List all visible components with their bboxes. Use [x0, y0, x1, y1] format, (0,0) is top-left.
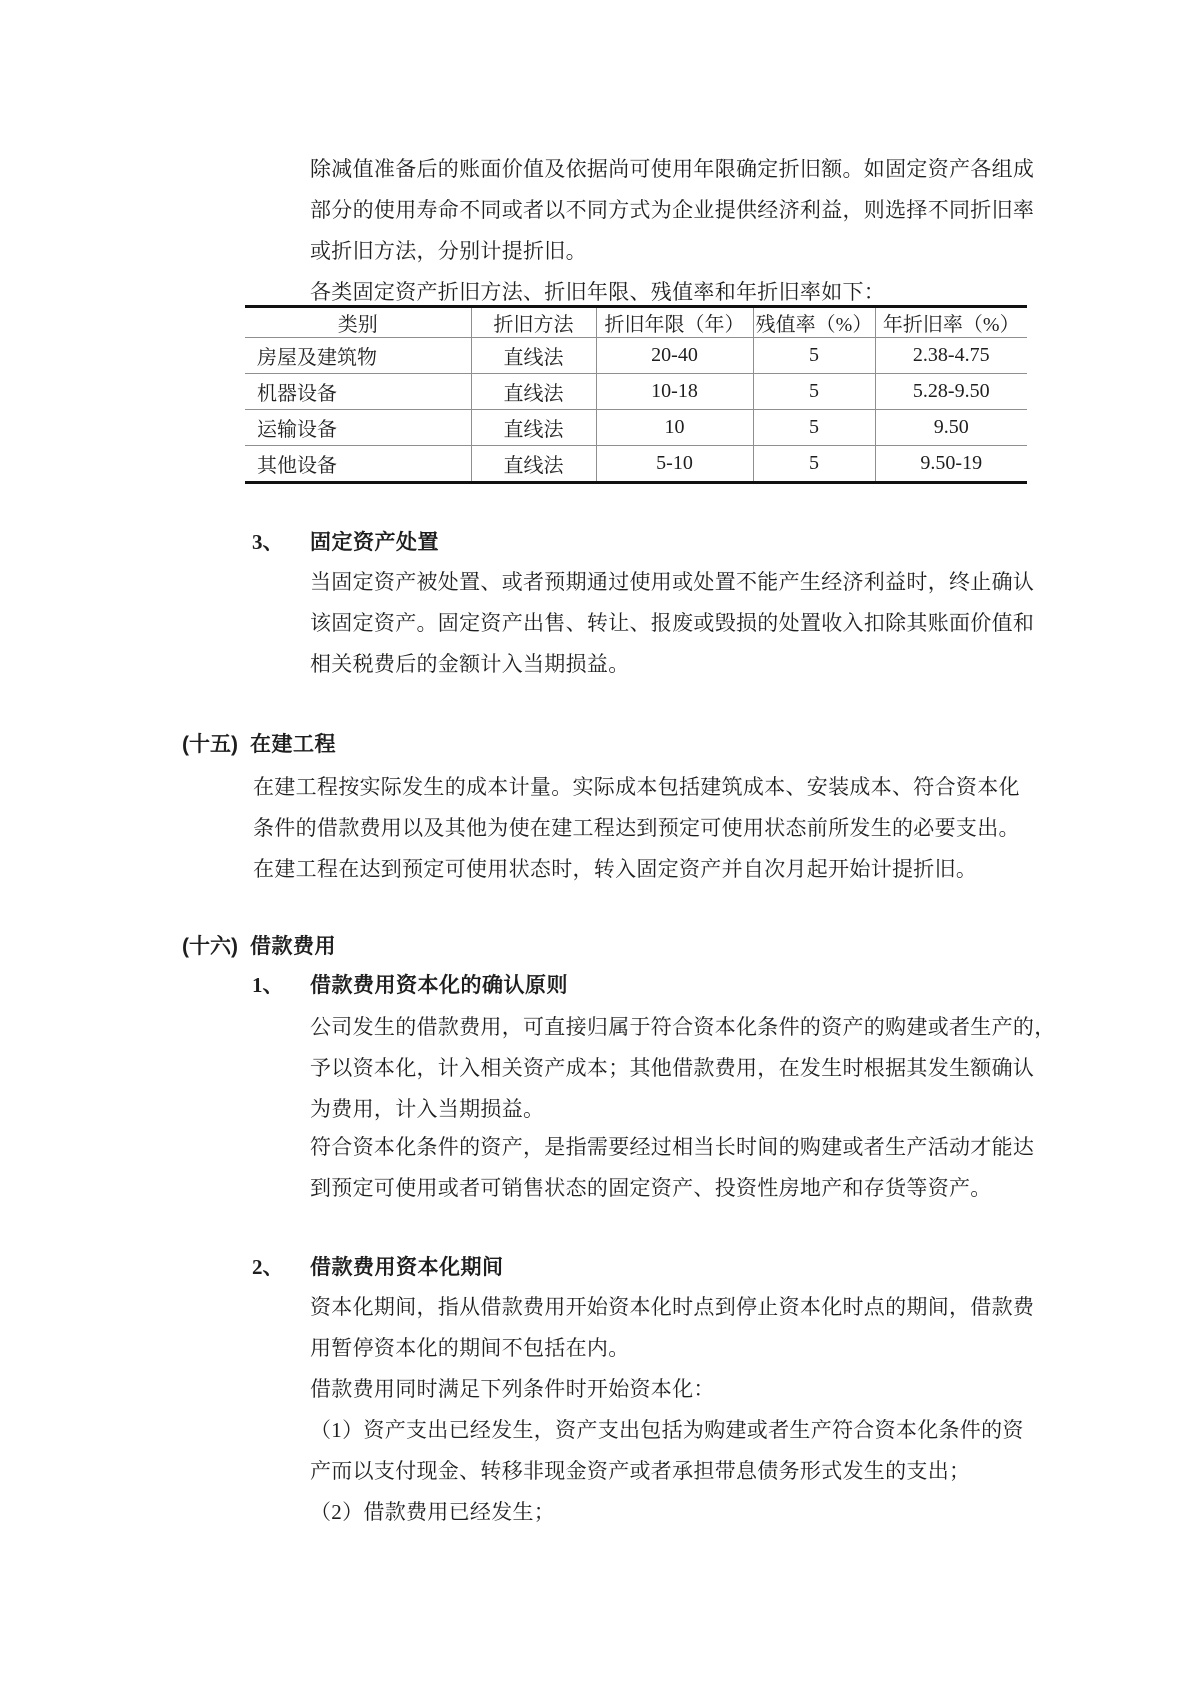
- table-cell: 房屋及建筑物: [245, 338, 471, 374]
- table-cell: 直线法: [471, 410, 596, 446]
- section15-heading: [182, 724, 336, 765]
- table-cell: 10-18: [596, 374, 753, 410]
- table-header-cell: 折旧方法: [471, 307, 596, 338]
- table-cell: 9.50-19: [875, 446, 1027, 483]
- table-cell: 10: [596, 410, 753, 446]
- table-cell: 20-40: [596, 338, 753, 374]
- text-line: 公司发生的借款费用，可直接归属于符合资本化条件的资产的购建或者生产的，: [310, 1015, 1056, 1039]
- section3-title: 固定资产处置: [310, 531, 439, 554]
- section3-paragraph: [310, 562, 1034, 685]
- table-cell: 机器设备: [245, 374, 471, 410]
- table-cell: 直线法: [471, 338, 596, 374]
- section16-title: 借款费用: [250, 935, 336, 958]
- text-line: 在建工程按实际发生的成本计量。实际成本包括建筑成本、安装成本、符合资本化: [253, 775, 1020, 799]
- depreciation-table: [245, 305, 1027, 484]
- section16-sub2-number: 2、: [252, 1255, 284, 1279]
- section16-heading: [182, 926, 336, 967]
- section16-sub1-heading: [252, 965, 568, 1006]
- section16-number: (十六): [182, 935, 238, 958]
- text-line: 为费用，计入当期损益。: [310, 1097, 545, 1121]
- text-line: 产而以支付现金、转移非现金资产或者承担带息债务形式发生的支出；: [310, 1459, 971, 1483]
- section15-number: (十五): [182, 733, 238, 756]
- text-line: 在建工程在达到预定可使用状态时，转入固定资产并自次月起开始计提折旧。: [253, 857, 978, 881]
- text-line: （2）借款费用已经发生；: [310, 1500, 556, 1524]
- intro-paragraph: [310, 149, 1034, 272]
- section16-sub2-heading: [252, 1247, 504, 1288]
- table-cell: 9.50: [875, 410, 1027, 446]
- depreciation-table-wrapper: [245, 305, 1027, 484]
- text-line: 当固定资产被处置、或者预期通过使用或处置不能产生经济利益时，终止确认: [310, 570, 1035, 594]
- section3-number: 3、: [252, 530, 284, 554]
- table-cell: 运输设备: [245, 410, 471, 446]
- table-cell: 5-10: [596, 446, 753, 483]
- table-row: [245, 374, 1027, 410]
- text-line: 资本化期间，指从借款费用开始资本化时点到停止资本化时点的期间，借款费: [310, 1295, 1035, 1319]
- text-line: 该固定资产。固定资产出售、转让、报废或毁损的处置收入扣除其账面价值和: [310, 611, 1035, 635]
- text-line: 到预定可使用或者可销售状态的固定资产、投资性房地产和存货等资产。: [310, 1176, 992, 1200]
- table-cell: 5.28-9.50: [875, 374, 1027, 410]
- table-cell: 2.38-4.75: [875, 338, 1027, 374]
- section15-paragraph: [253, 767, 1020, 890]
- section16-sub1-number: 1、: [252, 973, 284, 997]
- table-header-cell: 折旧年限（年）: [596, 307, 753, 338]
- table-caption: 各类固定资产折旧方法、折旧年限、残值率和年折旧率如下：: [310, 280, 886, 304]
- table-cell: 5: [753, 374, 875, 410]
- table-header-cell: 年折旧率（%）: [875, 307, 1027, 338]
- text-line: （1）资产支出已经发生，资产支出包括为购建或者生产符合资本化条件的资: [310, 1418, 1024, 1442]
- table-cell: 直线法: [471, 374, 596, 410]
- section16-sub2-paragraphs: [310, 1287, 1034, 1533]
- text-line: 用暂停资本化的期间不包括在内。: [310, 1336, 630, 1360]
- section3-heading: [252, 522, 439, 563]
- table-row: [245, 446, 1027, 483]
- table-header-cell: 残值率（%）: [753, 307, 875, 338]
- section16-sub1-paragraph2: [310, 1127, 1034, 1209]
- section15-title: 在建工程: [250, 733, 336, 756]
- section16-sub2-title: 借款费用资本化期间: [310, 1256, 504, 1279]
- table-header-row: [245, 307, 1027, 338]
- text-line: 或折旧方法，分别计提折旧。: [310, 239, 587, 263]
- table-row: [245, 410, 1027, 446]
- table-cell: 5: [753, 410, 875, 446]
- table-cell: 5: [753, 446, 875, 483]
- text-line: 部分的使用寿命不同或者以不同方式为企业提供经济利益，则选择不同折旧率: [310, 198, 1035, 222]
- text-line: 予以资本化，计入相关资产成本；其他借款费用，在发生时根据其发生额确认: [310, 1056, 1035, 1080]
- text-line: 除减值准备后的账面价值及依据尚可使用年限确定折旧额。如固定资产各组成: [310, 157, 1035, 181]
- text-line: 条件的借款费用以及其他为使在建工程达到预定可使用状态前所发生的必要支出。: [253, 816, 1020, 840]
- text-line: 相关税费后的金额计入当期损益。: [310, 652, 630, 676]
- table-cell: 5: [753, 338, 875, 374]
- table-header-cell: 类别: [337, 314, 378, 336]
- text-line: 符合资本化条件的资产，是指需要经过相当长时间的购建或者生产活动才能达: [310, 1135, 1035, 1159]
- section16-sub1-title: 借款费用资本化的确认原则: [310, 974, 568, 997]
- section16-sub1-paragraph1: [310, 1007, 1056, 1130]
- text-line: 借款费用同时满足下列条件时开始资本化：: [310, 1377, 715, 1401]
- table-cell: 直线法: [471, 446, 596, 483]
- table-row: [245, 338, 1027, 374]
- table-cell: 其他设备: [245, 446, 471, 483]
